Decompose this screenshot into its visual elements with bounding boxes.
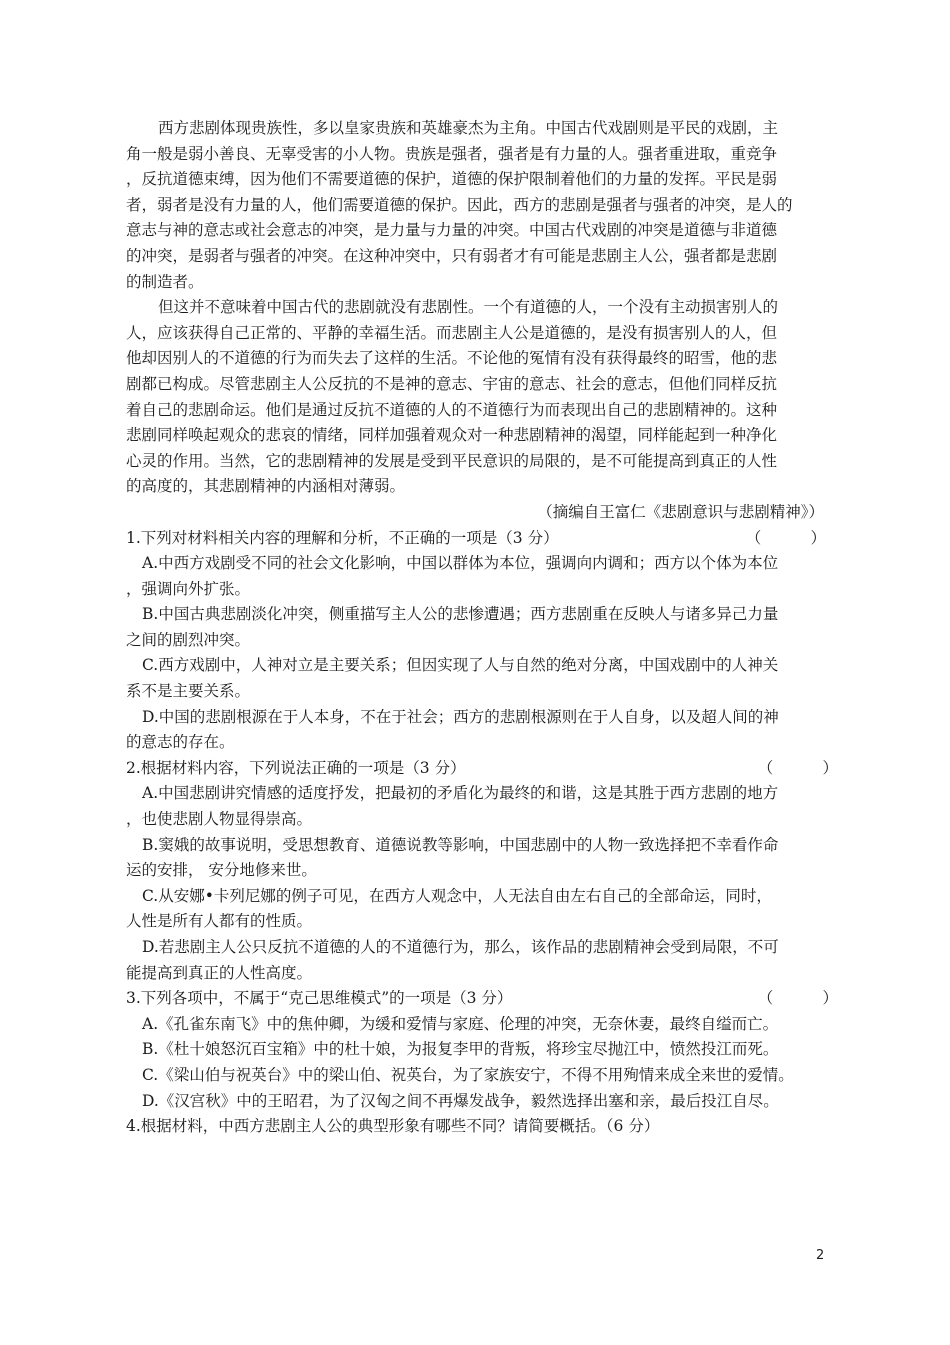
text-line: 悲剧同样唤起观众的悲哀的情绪，同样加强着观众对一种悲剧精神的渴望，同样能起到一种净化 <box>126 426 778 445</box>
question-stem <box>126 986 838 1012</box>
text-line: 剧都已构成。尽管悲剧主人公反抗的不是神的意志、宇宙的意志、社会的意志，但他们同样反抗 <box>126 374 778 393</box>
question-stem-text: 1.下列对材料相关内容的理解和分析，不正确的一项是（3 分） <box>126 528 559 547</box>
page-number: 2 <box>816 1248 825 1263</box>
passage-source: （摘编自王富仁《悲剧意识与悲剧精神》） <box>537 502 824 521</box>
option-c-cont: 系不是主要关系。 <box>126 682 251 701</box>
option-b: B.中国古典悲剧淡化冲突，侧重描写主人公的悲惨遭遇；西方悲剧重在反映人与诸多异己力量 <box>142 605 779 624</box>
question-3 <box>126 986 838 1114</box>
question-2 <box>126 756 838 986</box>
text-line: 的高度的，其悲剧精神的内涵相对薄弱。 <box>126 477 406 496</box>
option-c: C.从安娜•卡列尼娜的例子可见，在西方人观念中，人无法自由左右自己的全部命运，同时， <box>142 886 772 905</box>
option-a-cont: ，强调向外扩张。 <box>126 579 251 598</box>
text-line: 者，弱者是没有力量的人，他们需要道德的保护。因此，西方的悲剧是强者与强者的冲突，是人的 <box>126 195 793 214</box>
option-a-cont: ，也使悲剧人物显得崇高。 <box>126 810 313 829</box>
question-stem-text: 3.下列各项中，不属于“克己思维模式”的一项是（3 分） <box>126 989 513 1008</box>
text-line: 着自己的悲剧命运。他们是通过反抗不道德的人的不道德行为而表现出自己的悲剧精神的。这种 <box>126 400 778 419</box>
text-line: 的制造者。 <box>126 272 204 291</box>
option-b: B.窦娥的故事说明，受思想教育、道德说教等影响，中国悲剧中的人物一致选择把不幸看作命 <box>142 835 779 854</box>
text-line: 意志与神的意志或社会意志的冲突，是力量与力量的冲突。中国古代戏剧的冲突是道德与非道德 <box>126 221 778 240</box>
passage-paragraph-1 <box>126 116 834 295</box>
question-stem-text: 2.根据材料内容，下列说法正确的一项是（3 分） <box>126 758 466 777</box>
question-1 <box>126 526 834 756</box>
option-d: D.若悲剧主人公只反抗不道德的人的不道德行为，那么，该作品的悲剧精神会受到局限，不可 <box>142 938 779 956</box>
answer-bracket[interactable]: （ ） <box>757 758 838 777</box>
text-line: 心灵的作用。当然，它的悲剧精神的发展是受到平民意识的局限的，是不可能提高到真正的人性 <box>126 451 778 470</box>
question-stem <box>126 526 834 552</box>
question-stem: 4.根据材料，中西方悲剧主人公的典型形象有哪些不同？请简要概括。（6 分） <box>126 1117 660 1136</box>
text-line: 他却因别人的不道德的行为而失去了这样的生活。不论他的冤情有没有获得最终的昭雪，他的悲 <box>126 349 778 368</box>
answer-bracket[interactable]: （ ） <box>757 989 838 1008</box>
option-b-cont: 之间的剧烈冲突。 <box>126 630 251 649</box>
option-b-cont: 运的安排， 安分地修来世。 <box>126 861 317 880</box>
passage-paragraph-2 <box>126 295 834 500</box>
option-a: A.《孔雀东南飞》中的焦仲卿，为缓和爱情与家庭、伦理的冲突，无奈休妻，最终自缢而亡。 <box>142 1014 779 1033</box>
option-b: B.《杜十娘怒沉百宝箱》中的杜十娘，为报复李甲的背叛，将珍宝尽抛江中，愤然投江而死。 <box>142 1040 779 1059</box>
option-c: C.西方戏剧中，人神对立是主要关系；但因实现了人与自然的绝对分离，中国戏剧中的人神关 <box>142 656 779 675</box>
text-line: 的冲突，是弱者与强者的冲突。在这种冲突中，只有弱者才有可能是悲剧主人公，强者都是悲剧 <box>126 246 778 265</box>
option-c-cont: 人性是所有人都有的性质。 <box>126 912 313 931</box>
option-d: D.《汉宫秋》中的王昭君，为了汉匈之间不再爆发战争，毅然选择出塞和亲，最后投江自尽。 <box>142 1091 779 1110</box>
question-stem <box>126 756 838 782</box>
text-line: 人，应该获得自己正常的、平静的幸福生活。而悲剧主人公是道德的，是没有损害别人的人，但 <box>126 323 778 342</box>
document-page <box>126 116 838 1140</box>
option-d-cont: 能提高到真正的人性高度。 <box>126 963 313 982</box>
text-line: ，反抗道德束缚，因为他们不需要道德的保护，道德的保护限制着他们的力量的发挥。平民是弱 <box>126 170 778 189</box>
question-4 <box>126 1114 834 1140</box>
text-line: 西方悲剧体现贵族性，多以皇家贵族和英雄豪杰为主角。中国古代戏剧则是平民的戏剧，主 <box>158 119 779 137</box>
option-d-cont: 的意志的存在。 <box>126 733 235 752</box>
text-line: 角一般是弱小善良、无辜受害的小人物。贵族是强者，强者是有力量的人。强者重进取，重竞争 <box>126 144 778 163</box>
text-line: 但这并不意味着中国古代的悲剧就没有悲剧性。一个有道德的人，一个没有主动损害别人的 <box>158 298 779 317</box>
option-a: A.中西方戏剧受不同的社会文化影响，中国以群体为本位，强调向内调和；西方以个体为本位 <box>142 554 779 573</box>
answer-bracket[interactable]: （ ） <box>745 528 826 547</box>
option-a: A.中国悲剧讲究情感的适度抒发，把最初的矛盾化为最终的和谐，这是其胜于西方悲剧的地方 <box>142 784 779 803</box>
option-d: D.中国的悲剧根源在于人本身，不在于社会；西方的悲剧根源则在于人自身，以及超人间的神 <box>142 707 779 726</box>
option-c: C.《梁山伯与祝英台》中的梁山伯、祝英台，为了家族安宁，不得不用殉情来成全来世的爱情。 <box>142 1065 794 1084</box>
